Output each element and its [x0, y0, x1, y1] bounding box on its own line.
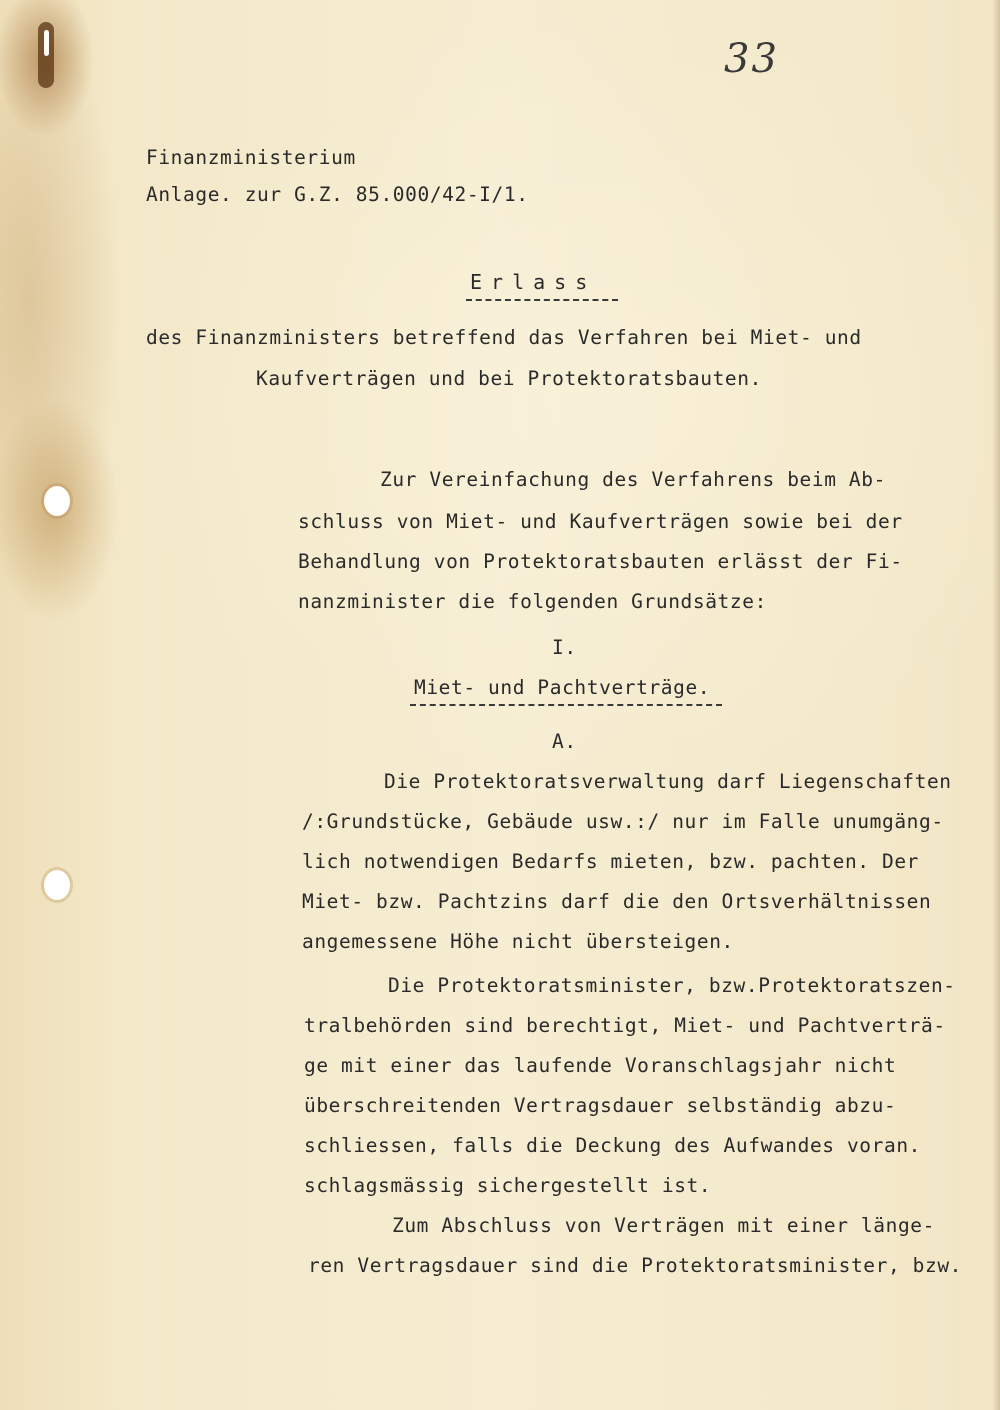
paragraph2-line-2: tralbehörden sind berechtigt, Miet- und Pachtverträ-: [304, 1014, 946, 1037]
subtitle-line-1: des Finanzministers betreffend das Verfahren bei Miet- und: [146, 326, 862, 349]
paper-edge: [992, 0, 1000, 1410]
burn-hole: [44, 30, 49, 56]
intro-line-4: nanzminister die folgenden Grundsätze:: [298, 590, 767, 613]
paragraph2-line-5: schliessen, falls die Deckung des Aufwandes voran.: [304, 1134, 921, 1157]
ministry-name: Finanzministerium: [146, 146, 356, 169]
section-heading: Miet- und Pachtverträge.: [414, 676, 711, 699]
title-underline: [466, 299, 618, 301]
intro-line-2: schluss von Miet- und Kaufverträgen sowie bei der: [298, 510, 903, 533]
paragraph1-line-1: Die Protektoratsverwaltung darf Liegenschaften: [384, 770, 952, 793]
intro-line-3: Behandlung von Protektoratsbauten erlässt der Fi-: [298, 550, 903, 573]
paragraph3-line-2: ren Vertragsdauer sind die Protektoratsminister, bzw.: [308, 1254, 963, 1277]
paragraph1-line-4: Miet- bzw. Pachtzins darf die den Ortsverhältnissen: [302, 890, 932, 913]
intro-line-1: Zur Vereinfachung des Verfahrens beim Ab-: [380, 468, 886, 491]
section-heading-underline: [410, 704, 722, 706]
subtitle-line-2: Kaufverträgen und bei Protektoratsbauten.: [256, 367, 762, 390]
reference-number: Anlage. zur G.Z. 85.000/42-I/1.: [146, 183, 529, 206]
punch-hole-upper: [44, 486, 70, 516]
subsection-label: A.: [552, 730, 577, 753]
paragraph1-line-3: lich notwendigen Bedarfs mieten, bzw. pachten. Der: [302, 850, 919, 873]
paragraph1-line-5: angemessene Höhe nicht übersteigen.: [302, 930, 734, 953]
document-title: Erlass: [470, 270, 597, 294]
paragraph2-line-4: überschreitenden Vertragsdauer selbständig abzu-: [304, 1094, 897, 1117]
section-number: I.: [552, 636, 577, 659]
paragraph1-line-2: /:Grundstücke, Gebäude usw.:/ nur im Falle unumgäng-: [302, 810, 944, 833]
paragraph2-line-3: ge mit einer das laufende Voranschlagsjahr nicht: [304, 1054, 897, 1077]
paragraph2-line-1: Die Protektoratsminister, bzw.Protektoratszen-: [388, 974, 956, 997]
paragraph3-line-1: Zum Abschluss von Verträgen mit einer länge-: [392, 1214, 935, 1237]
punch-hole-lower: [44, 870, 70, 900]
page-number: 33: [724, 36, 779, 82]
paragraph2-line-6: schlagsmässig sichergestellt ist.: [304, 1174, 712, 1197]
